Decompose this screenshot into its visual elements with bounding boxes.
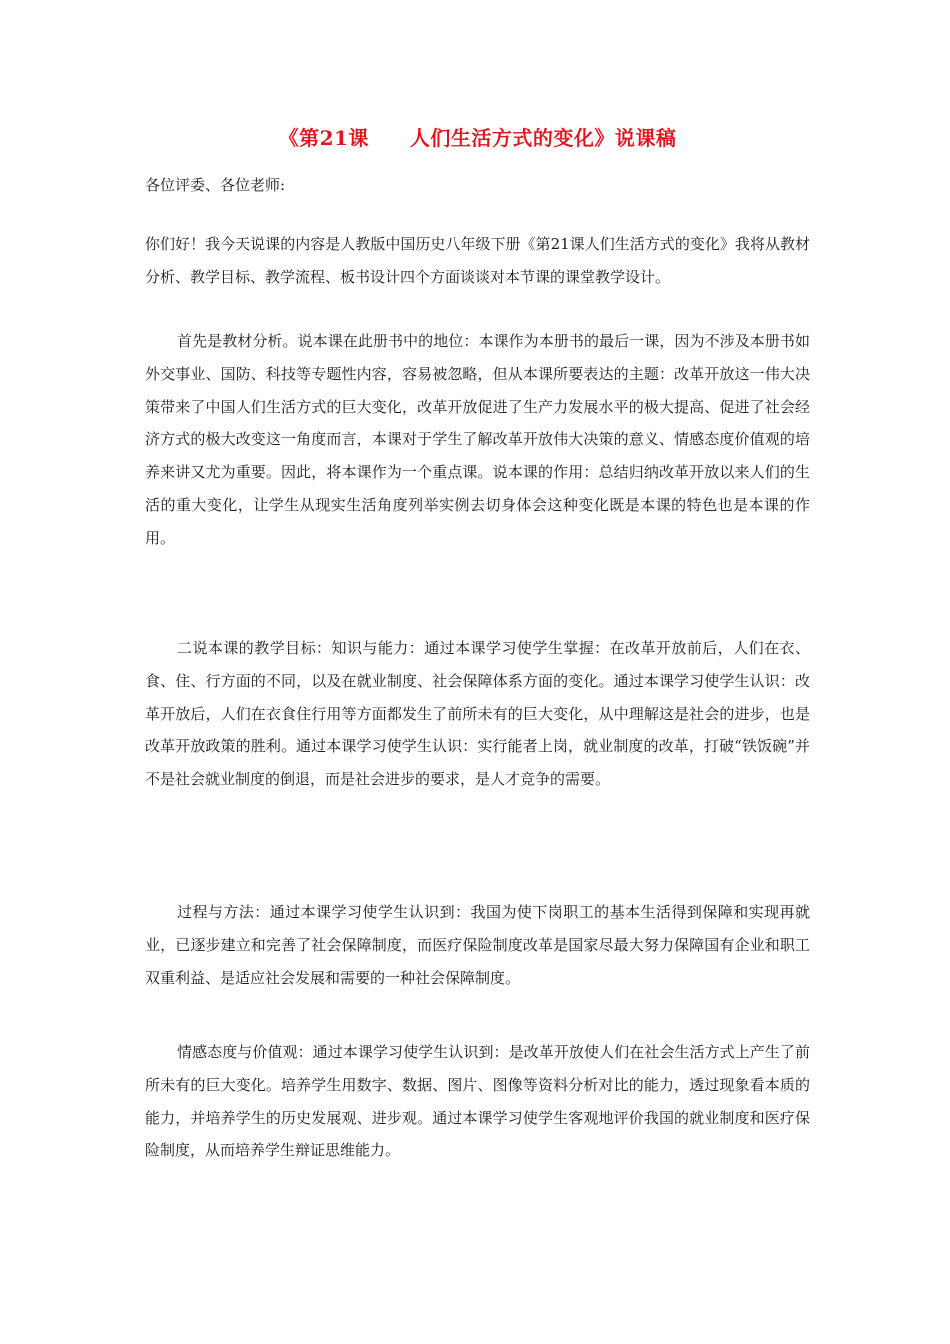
paragraph-teaching-objectives: 二说本课的教学目标：知识与能力：通过本课学习使学生掌握：在改革开放前后，人们在衣、食、住、行方面的不同，以及在就业制度、社会保障体系方面的变化。通过本课学习使学生认识：改革开放后，人们在衣食住行用等方面都发生了前所未有的巨大变化，从中理解这是社会的进步，也是改革开放政策的胜利。通过本课学习使学生认识：实行能者上岗，就业制度的改革，打破“铁饭碗”并不是社会就业制度的倒退，而是社会进步的要求，是人才竞争的需要。 <box>145 639 810 789</box>
document-title: 《第21课 人们生活方式的变化》说课稿 <box>278 126 677 150</box>
greeting-line: 各位评委、各位老师: <box>145 176 286 194</box>
document-page <box>145 0 810 1344</box>
intro-paragraph: 你们好！我今天说课的内容是人教版中国历史八年级下册《第21课人们生活方式的变化》我将从教材分析、教学目标、教学流程、板书设计四个方面谈谈对本节课的课堂教学设计。 <box>145 235 810 286</box>
paragraph-attitudes-and-values: 情感态度与价值观：通过本课学习使学生认识到：是改革开放使人们在社会生活方式上产生了前所未有的巨大变化。培养学生用数字、数据、图片、图像等资料分析对比的能力，透过现象看本质的能力，并培养学生的历史发展观、进步观。通过本课学习使学生客观地评价我国的就业制度和医疗保险制度，从而培养学生辩证思维能力。 <box>145 1043 810 1160</box>
paragraph-textbook-analysis: 首先是教材分析。说本课在此册书中的地位：本课作为本册书的最后一课，因为不涉及本册书如外交事业、国防、科技等专题性内容，容易被忽略，但从本课所要表达的主题：改革开放这一伟大决策带来了中国人们生活方式的巨大变化，改革开放促进了生产力发展水平的极大提高、促进了社会经济方式的极大改变这一角度而言，本课对于学生了解改革开放伟大决策的意义、情感态度价值观的培养来讲又尤为重要。因此，将本课作为一个重点课。说本课的作用：总结归纳改革开放以来人们的生活的重大变化，让学生从现实生活角度列举实例去切身体会这种变化既是本课的特色也是本课的作用。 <box>145 332 810 547</box>
paragraph-process-and-methods: 过程与方法：通过本课学习使学生认识到：我国为使下岗职工的基本生活得到保障和实现再就业，已逐步建立和完善了社会保障制度，而医疗保险制度改革是国家尽最大努力保障国有企业和职工双重利益、是适应社会发展和需要的一种社会保障制度。 <box>145 903 810 987</box>
